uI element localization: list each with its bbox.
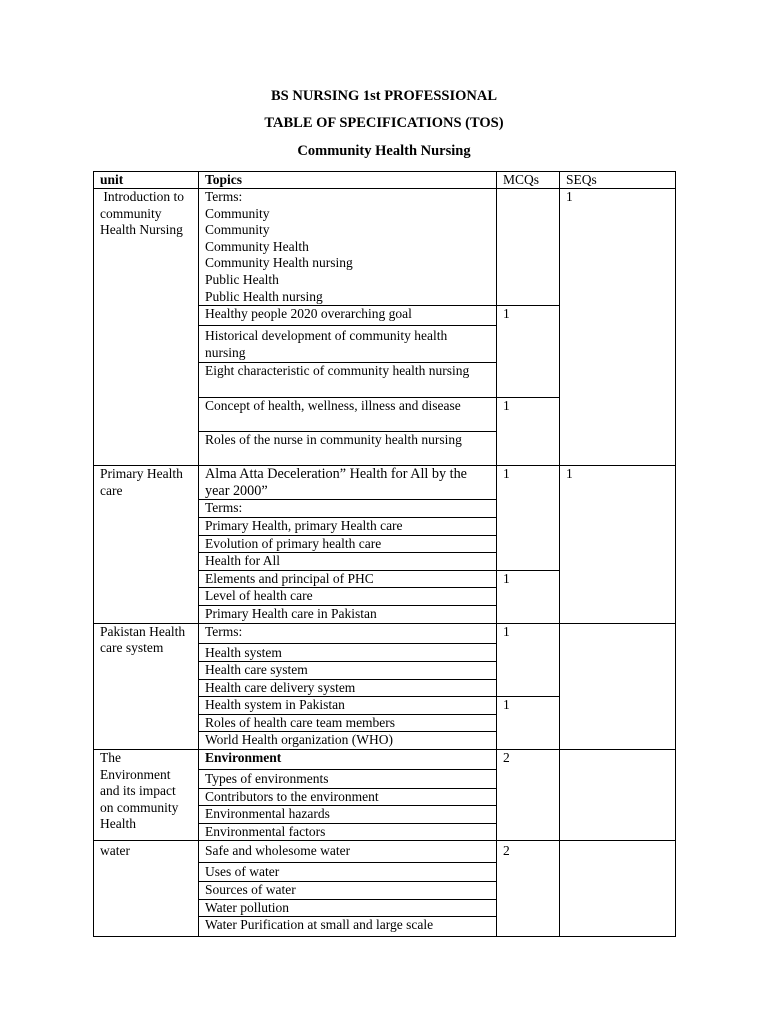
topic-cell: Health system [199, 643, 497, 662]
topic-cell: World Health organization (WHO) [199, 732, 497, 750]
course-title: Community Health Nursing [297, 143, 471, 159]
seq-cell [560, 623, 676, 750]
table-header-row [94, 172, 676, 189]
mcq-cell: 1 [497, 623, 560, 697]
topic-cell: Level of health care [199, 588, 497, 606]
topic-cell: Alma Atta Deceleration” Health for All by the year 2000” [199, 466, 497, 500]
topic-cell: Water pollution [199, 899, 497, 917]
mcq-cell: 1 [497, 466, 560, 571]
mcq-cell [497, 189, 560, 306]
mcq-cell: 2 [497, 841, 560, 937]
tos-table [93, 171, 676, 937]
header-seqs: SEQs [560, 172, 676, 189]
seq-cell [560, 841, 676, 937]
table-row [94, 466, 676, 500]
topic-cell: Terms: Community Community Community Health Community Health nursing Public Health Public Health nursing [199, 189, 497, 306]
seq-cell [560, 750, 676, 841]
table-row [94, 623, 676, 643]
topic-cell: Historical development of community health nursing [199, 326, 497, 363]
topic-cell: Contributors to the environment [199, 788, 497, 806]
seq-cell: 1 [560, 189, 676, 466]
topic-cell: Environmental factors [199, 823, 497, 841]
topic-cell: Eight characteristic of community health nursing [199, 363, 497, 398]
topic-cell: Healthy people 2020 overarching goal [199, 306, 497, 326]
topic-cell: Primary Health, primary Health care [199, 517, 497, 535]
topic-cell: Health system in Pakistan [199, 697, 497, 715]
unit-cell: Introduction to community Health Nursing [94, 189, 199, 466]
topic-cell: Evolution of primary health care [199, 535, 497, 553]
topic-cell: Environmental hazards [199, 806, 497, 824]
document-title: BS NURSING 1st PROFESSIONAL [270, 88, 497, 104]
topic-cell: Uses of water [199, 863, 497, 882]
topic-cell: Safe and wholesome water [199, 841, 497, 863]
unit-cell: Primary Health care [94, 466, 199, 623]
topic-cell: Elements and principal of PHC [199, 570, 497, 588]
topic-cell: Terms: [199, 500, 497, 518]
header-unit: unit [94, 172, 199, 189]
seq-cell: 1 [560, 466, 676, 623]
topic-cell: Environment [199, 750, 497, 770]
topic-cell: Roles of health care team members [199, 714, 497, 732]
table-row [94, 841, 676, 863]
header-topics: Topics [199, 172, 497, 189]
mcq-cell: 1 [497, 306, 560, 398]
mcq-cell: 2 [497, 750, 560, 841]
mcq-cell: 1 [497, 398, 560, 466]
mcq-cell: 1 [497, 697, 560, 750]
topic-cell: Health for All [199, 553, 497, 571]
topic-cell: Health care delivery system [199, 679, 497, 697]
unit-cell: Pakistan Health care system [94, 623, 199, 750]
topic-cell: Water Purification at small and large scale [199, 917, 497, 937]
table-row [94, 750, 676, 770]
topic-cell: Types of environments [199, 770, 497, 789]
header-mcqs: MCQs [497, 172, 560, 189]
document-subtitle: TABLE OF SPECIFICATIONS (TOS) [264, 115, 504, 131]
unit-cell: The Environment and its impact on community Health [94, 750, 199, 841]
topic-cell: Primary Health care in Pakistan [199, 605, 497, 623]
topic-cell: Sources of water [199, 882, 497, 900]
topic-cell: Terms: [199, 623, 497, 643]
topic-cell: Roles of the nurse in community health nursing [199, 432, 497, 466]
table-row [94, 189, 676, 306]
unit-cell: water [94, 841, 199, 937]
mcq-cell: 1 [497, 570, 560, 623]
topic-cell: Concept of health, wellness, illness and disease [199, 398, 497, 432]
topic-cell: Health care system [199, 662, 497, 680]
